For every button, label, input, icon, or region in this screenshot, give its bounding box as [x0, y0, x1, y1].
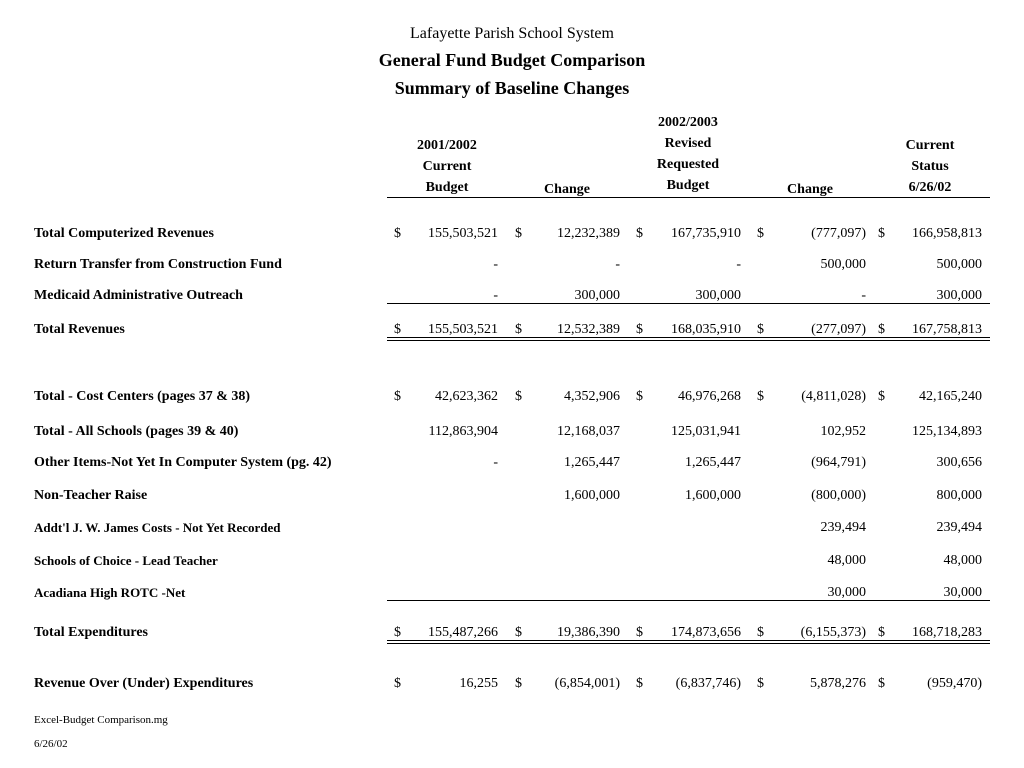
cell-value: 500,000 — [820, 257, 866, 272]
col-header-line: Current — [422, 159, 472, 174]
footer-date: 6/26/02 — [34, 738, 68, 750]
dollar-sign: $ — [515, 389, 522, 404]
report-title: General Fund Budget Comparison — [378, 50, 646, 70]
cell-value: 1,265,447 — [685, 455, 741, 470]
dollar-sign: $ — [757, 389, 764, 404]
cell-value: 174,873,656 — [671, 625, 741, 640]
dollar-sign: $ — [515, 322, 522, 337]
cell-value: (6,837,746) — [675, 676, 741, 691]
dollar-sign: $ — [394, 226, 401, 241]
cell-value: 112,863,904 — [428, 424, 498, 439]
col-header-line: 6/26/02 — [908, 180, 952, 195]
cell-value: 155,503,521 — [428, 322, 498, 337]
dollar-sign: $ — [878, 322, 885, 337]
cell-value: 239,494 — [936, 520, 982, 535]
cell-value: - — [493, 455, 498, 470]
header-underline — [387, 197, 990, 198]
dollar-sign: $ — [636, 322, 643, 337]
col-header-change-1: Change — [544, 182, 590, 197]
col-header-line: Budget — [666, 178, 710, 193]
row-label: Other Items-Not Yet In Computer System (pg. 42) — [34, 455, 332, 470]
double-underline-bottom — [387, 643, 990, 644]
cell-value: 166,958,813 — [912, 226, 982, 241]
cell-value: - — [861, 288, 866, 303]
subtotal-line — [387, 600, 990, 601]
dollar-sign: $ — [878, 389, 885, 404]
double-underline-bottom — [387, 340, 990, 341]
col-header-current-status — [870, 138, 990, 196]
footer-filename: Excel-Budget Comparison.mg — [34, 714, 168, 726]
cell-value: - — [736, 257, 741, 272]
dollar-sign: $ — [878, 676, 885, 691]
cell-value: 300,000 — [574, 288, 620, 303]
cell-value: - — [493, 288, 498, 303]
cell-value: 125,031,941 — [671, 424, 741, 439]
cell-value: (777,097) — [811, 226, 866, 241]
cell-value: (959,470) — [927, 676, 982, 691]
cell-value: 5,878,276 — [810, 676, 866, 691]
dollar-sign: $ — [757, 226, 764, 241]
col-header-line: 2002/2003 — [658, 115, 718, 130]
double-underline-top — [387, 337, 990, 338]
cell-value: 42,165,240 — [919, 389, 982, 404]
dollar-sign: $ — [636, 625, 643, 640]
row-label: Acadiana High ROTC -Net — [34, 585, 186, 600]
cell-value: 42,623,362 — [435, 389, 498, 404]
cell-value: 4,352,906 — [564, 389, 620, 404]
cell-value: 167,735,910 — [671, 226, 741, 241]
dollar-sign: $ — [878, 226, 885, 241]
cell-value: 1,600,000 — [685, 488, 741, 503]
cell-value: 16,255 — [459, 676, 498, 691]
row-label: Total Revenues — [34, 322, 125, 337]
col-header-line: Status — [911, 159, 949, 174]
cell-value: 30,000 — [943, 585, 982, 600]
col-header-line: Budget — [425, 180, 469, 195]
row-label: Revenue Over (Under) Expenditures — [34, 676, 254, 691]
dollar-sign: $ — [515, 625, 522, 640]
cell-value: 102,952 — [820, 424, 866, 439]
cell-value: 168,718,283 — [912, 625, 982, 640]
cell-value: (964,791) — [811, 455, 866, 470]
row-label: Non-Teacher Raise — [34, 488, 148, 503]
cell-value: 46,976,268 — [678, 389, 741, 404]
cell-value: - — [615, 257, 620, 272]
row-label: Schools of Choice - Lead Teacher — [34, 553, 218, 568]
cell-value: (277,097) — [811, 322, 866, 337]
cell-value: 300,000 — [936, 288, 982, 303]
cell-value: 48,000 — [943, 553, 982, 568]
cell-value: 12,232,389 — [557, 226, 620, 241]
col-header-line: 2001/2002 — [417, 138, 477, 153]
cell-value: (6,854,001) — [554, 676, 620, 691]
row-label: Total - Cost Centers (pages 37 & 38) — [34, 389, 251, 404]
cell-value: 167,758,813 — [912, 322, 982, 337]
cell-value: 168,035,910 — [671, 322, 741, 337]
row-label: Medicaid Administrative Outreach — [34, 288, 243, 303]
cell-value: 239,494 — [820, 520, 866, 535]
row-label: Total - All Schools (pages 39 & 40) — [34, 424, 239, 439]
cell-value: 155,503,521 — [428, 226, 498, 241]
cell-value: (4,811,028) — [801, 389, 866, 404]
row-label: Return Transfer from Construction Fund — [34, 257, 282, 272]
row-label: Total Expenditures — [34, 625, 148, 640]
col-header-change-2: Change — [787, 182, 833, 197]
report-subtitle: Summary of Baseline Changes — [394, 78, 630, 98]
cell-value: 1,600,000 — [564, 488, 620, 503]
cell-value: - — [493, 257, 498, 272]
col-header-line: Revised — [664, 136, 712, 151]
dollar-sign: $ — [636, 389, 643, 404]
col-header-line: Requested — [656, 157, 720, 172]
dollar-sign: $ — [757, 625, 764, 640]
row-label: Total Computerized Revenues — [34, 226, 214, 241]
cell-value: 300,000 — [695, 288, 741, 303]
col-header-2002-revised-budget — [628, 115, 748, 194]
dollar-sign: $ — [757, 322, 764, 337]
cell-value: 125,134,893 — [912, 424, 982, 439]
cell-value: 30,000 — [827, 585, 866, 600]
dollar-sign: $ — [515, 676, 522, 691]
dollar-sign: $ — [394, 625, 401, 640]
col-header-line: Current — [905, 138, 955, 153]
dollar-sign: $ — [636, 676, 643, 691]
cell-value: 155,487,266 — [428, 625, 498, 640]
cell-value: 12,532,389 — [557, 322, 620, 337]
double-underline-top — [387, 640, 990, 641]
cell-value: 48,000 — [827, 553, 866, 568]
dollar-sign: $ — [757, 676, 764, 691]
cell-value: 300,656 — [936, 455, 982, 470]
cell-value: 800,000 — [936, 488, 982, 503]
report-org-title: Lafayette Parish School System — [410, 25, 614, 42]
dollar-sign: $ — [394, 676, 401, 691]
cell-value: 19,386,390 — [557, 625, 620, 640]
dollar-sign: $ — [878, 625, 885, 640]
subtotal-line — [387, 303, 990, 304]
cell-value: (6,155,373) — [800, 625, 866, 640]
cell-value: 1,265,447 — [564, 455, 620, 470]
cell-value: (800,000) — [811, 488, 866, 503]
row-label: Addt'l J. W. James Costs - Not Yet Recorded — [34, 520, 281, 535]
cell-value: 12,168,037 — [557, 424, 620, 439]
dollar-sign: $ — [636, 226, 643, 241]
cell-value: 500,000 — [936, 257, 982, 272]
dollar-sign: $ — [515, 226, 522, 241]
col-header-2001-current-budget — [387, 138, 507, 196]
dollar-sign: $ — [394, 389, 401, 404]
dollar-sign: $ — [394, 322, 401, 337]
